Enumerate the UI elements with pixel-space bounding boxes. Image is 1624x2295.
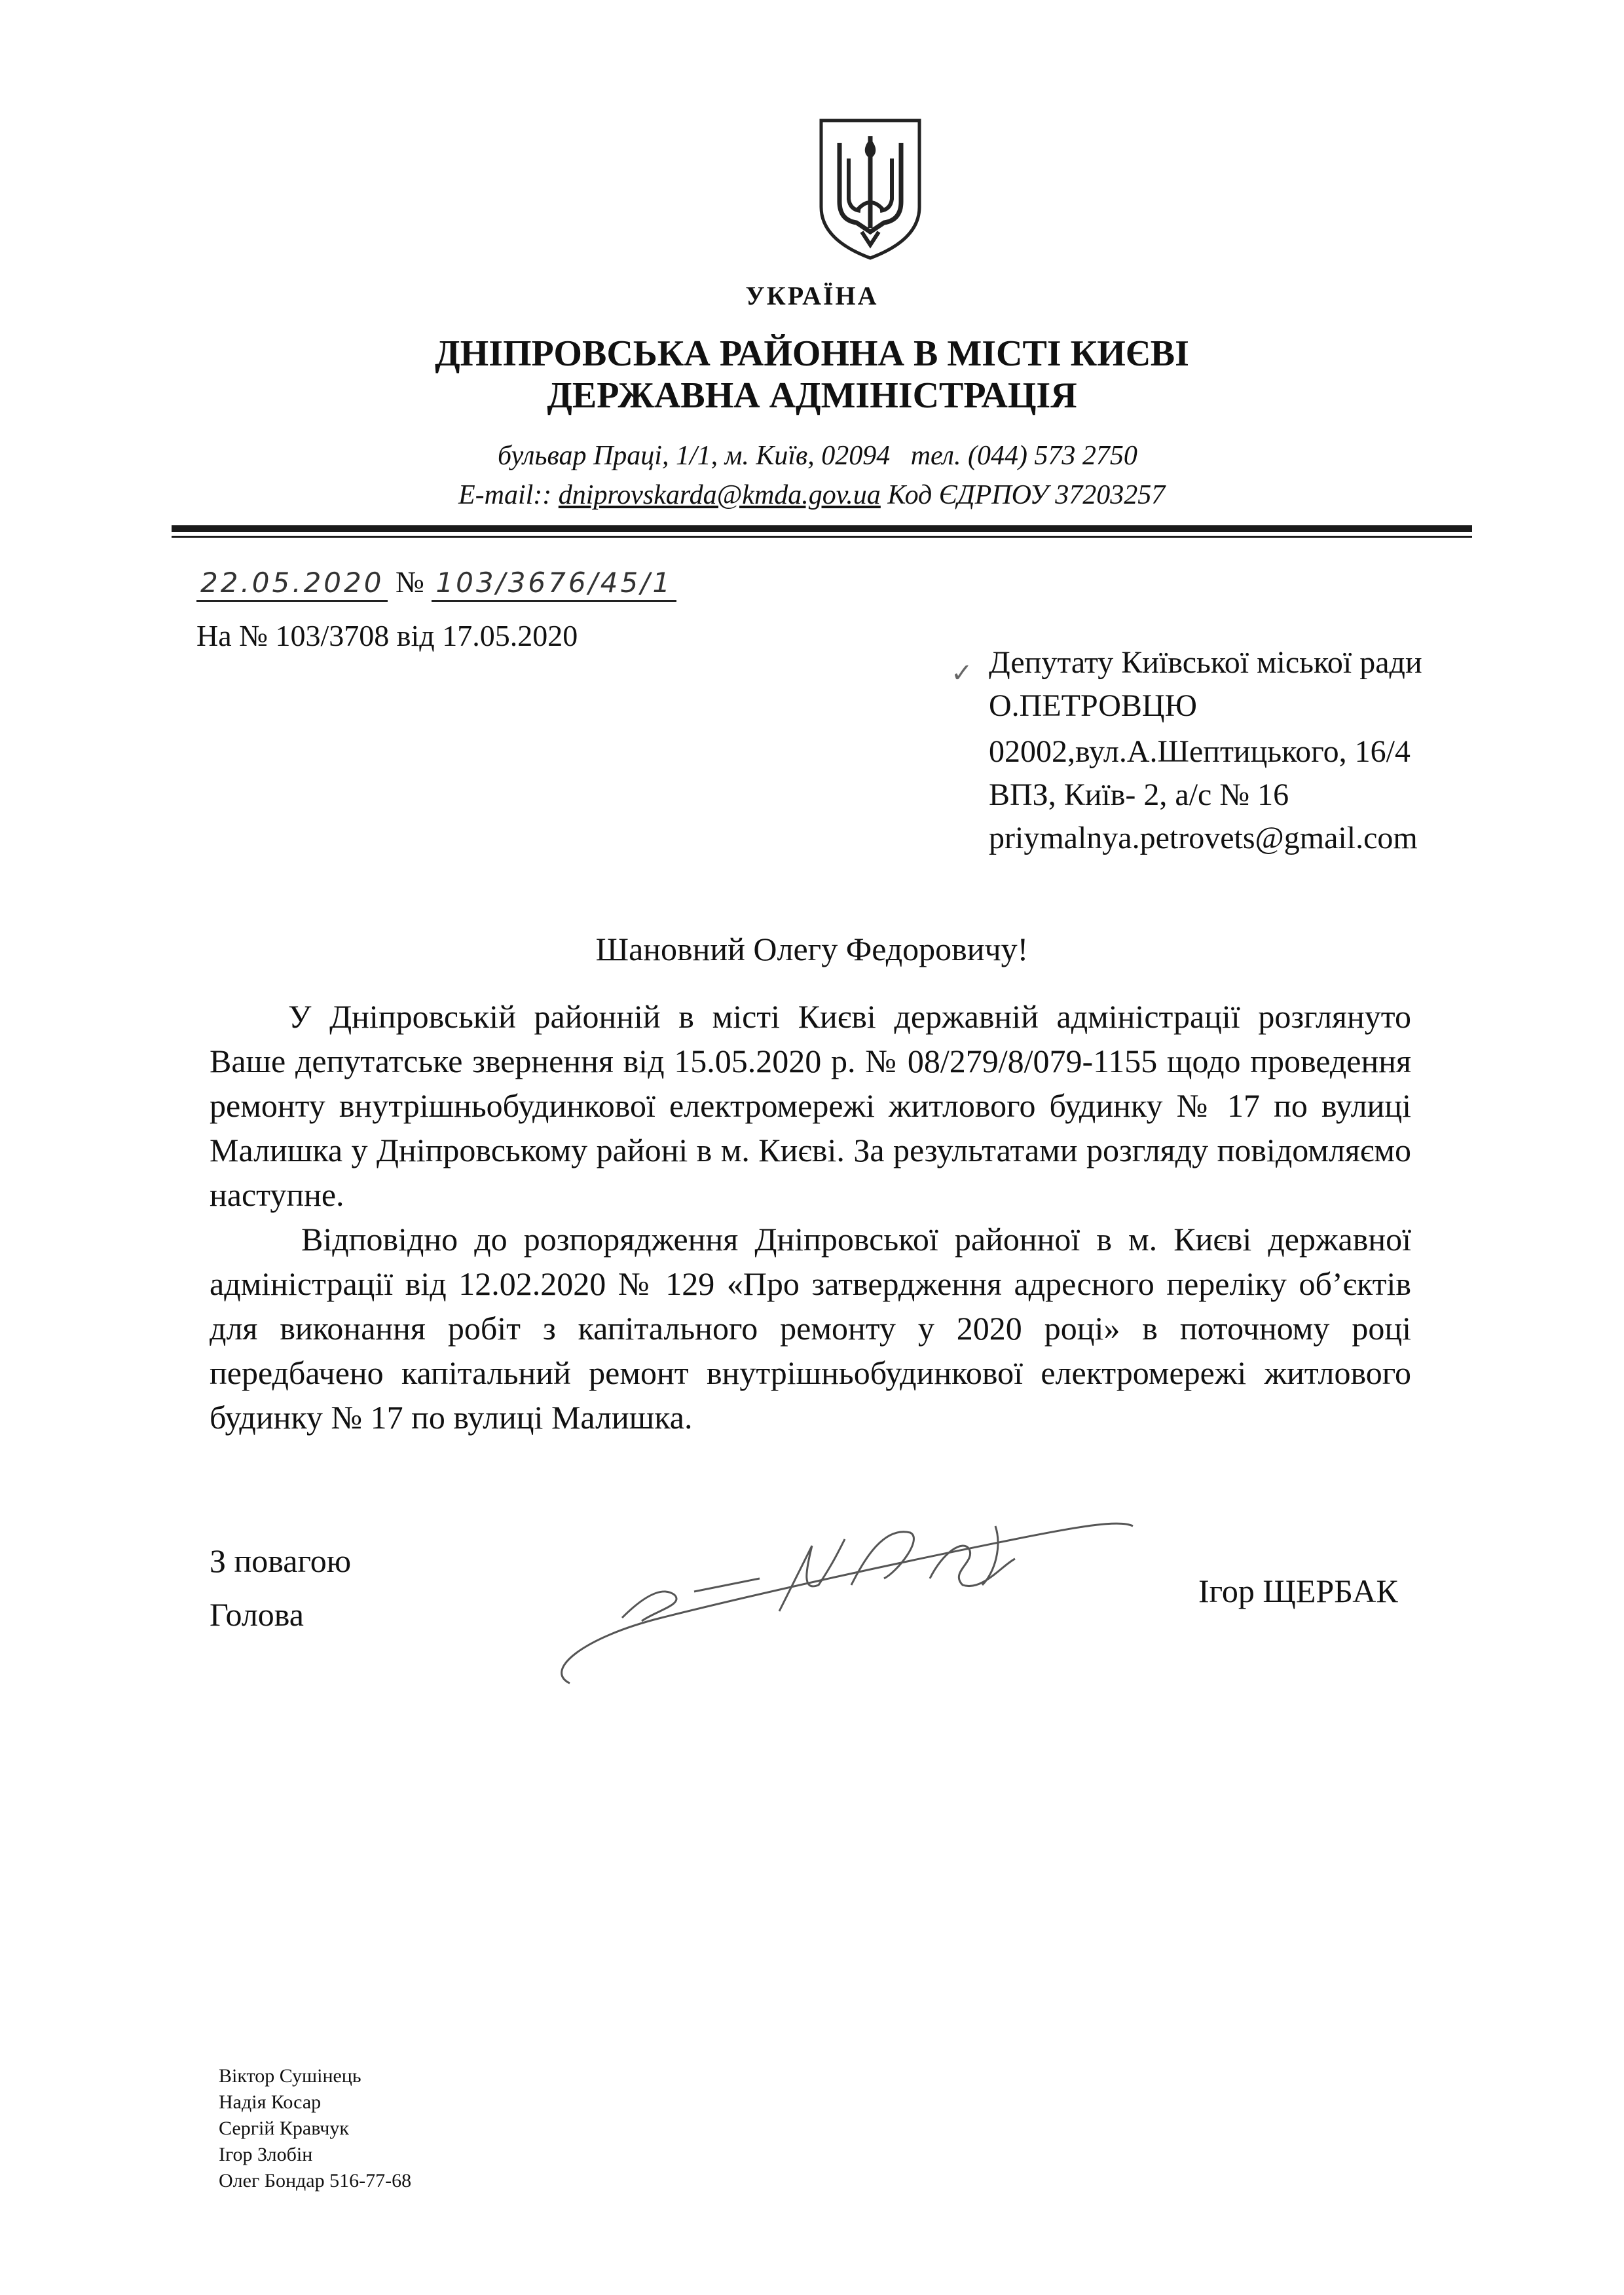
registration-line: [196, 565, 676, 602]
recipient-name: О.ПЕТРОВЦЮ: [989, 688, 1197, 723]
executors-list: [219, 2063, 411, 2194]
org-address-line: [498, 440, 1137, 472]
number-sign: №: [395, 565, 424, 599]
executor-item: Ігор Злобін: [219, 2144, 313, 2165]
country-name: УКРАЇНА: [745, 281, 879, 310]
reply-reference: На № 103/3708 від 17.05.2020: [196, 619, 578, 652]
org-address: бульвар Праці, 1/1, м. Київ, 02094: [498, 441, 891, 471]
org-contact-line: [458, 479, 1165, 511]
closing-position: Голова: [210, 1596, 304, 1633]
paragraph-1: У Дніпровській районній в місті Києві державній адміністрації розглянуто Ваше депутатське звернення від 15.05.2020 р. № 08/279/8/079-1155 щодо проведення ремонту внутрішньобудинкової електромережі житлового будинку № 17 по вулиці Малишка у Дніпровському районі в м. Києві. За результатами розгляду повідомляємо наступне.: [210, 998, 1411, 1213]
letter-body: [210, 994, 1411, 1440]
org-edrpou: Код ЄДРПОУ 37203257: [887, 480, 1166, 510]
recipient-address: 02002,вул.А.Шептицького, 16/4: [989, 734, 1411, 769]
closing-regards: З повагою: [210, 1542, 352, 1579]
coat-of-arms-icon: [817, 117, 923, 262]
executor-item: Надія Косар: [219, 2091, 322, 2113]
org-name-line2: ДЕРЖАВНА АДМІНІСТРАЦІЯ: [547, 375, 1077, 416]
recipient-postbox: ВПЗ, Київ- 2, а/с № 16: [989, 777, 1289, 812]
email-label: E-mail::: [458, 480, 552, 510]
signature-image: [544, 1487, 1264, 1696]
org-phone: тел. (044) 573 2750: [910, 441, 1137, 471]
recipient-email: priymalnya.petrovets@gmail.com: [989, 821, 1418, 855]
registration-date: 22.05.2020: [196, 567, 388, 602]
header-divider-thick: [172, 525, 1472, 532]
org-name-line1: ДНІПРОВСЬКА РАЙОННА В МІСТІ КИЄВІ: [435, 333, 1189, 374]
salutation: Шановний Олегу Федоровичу!: [595, 931, 1029, 967]
executor-item: Сергій Кравчук: [219, 2118, 349, 2139]
executor-item: Олег Бондар 516-77-68: [219, 2170, 412, 2192]
paragraph-2: Відповідно до розпорядження Дніпровської районної в м. Києві державної адміністрації від 12.02.2020 № 129 «Про затвердження адресного переліку об’єктів для виконання робіт з капітального ремонту у 2020 році» в поточному році передбачено капітальний ремонт внутрішньобудинкової електромережі житлового будинку № 17 по вулиці Малишка.: [210, 1221, 1411, 1436]
check-mark-icon: ✓: [951, 658, 973, 688]
signer-name: Ігор ЩЕРБАК: [1198, 1573, 1398, 1609]
header-divider-thin: [172, 536, 1472, 538]
executor-item: Віктор Сушінець: [219, 2065, 361, 2087]
recipient-title: Депутату Київської міської ради: [989, 645, 1422, 680]
registration-number: 103/3676/45/1: [432, 567, 676, 602]
org-email-link[interactable]: dniprovskarda@kmda.gov.ua: [558, 480, 881, 510]
